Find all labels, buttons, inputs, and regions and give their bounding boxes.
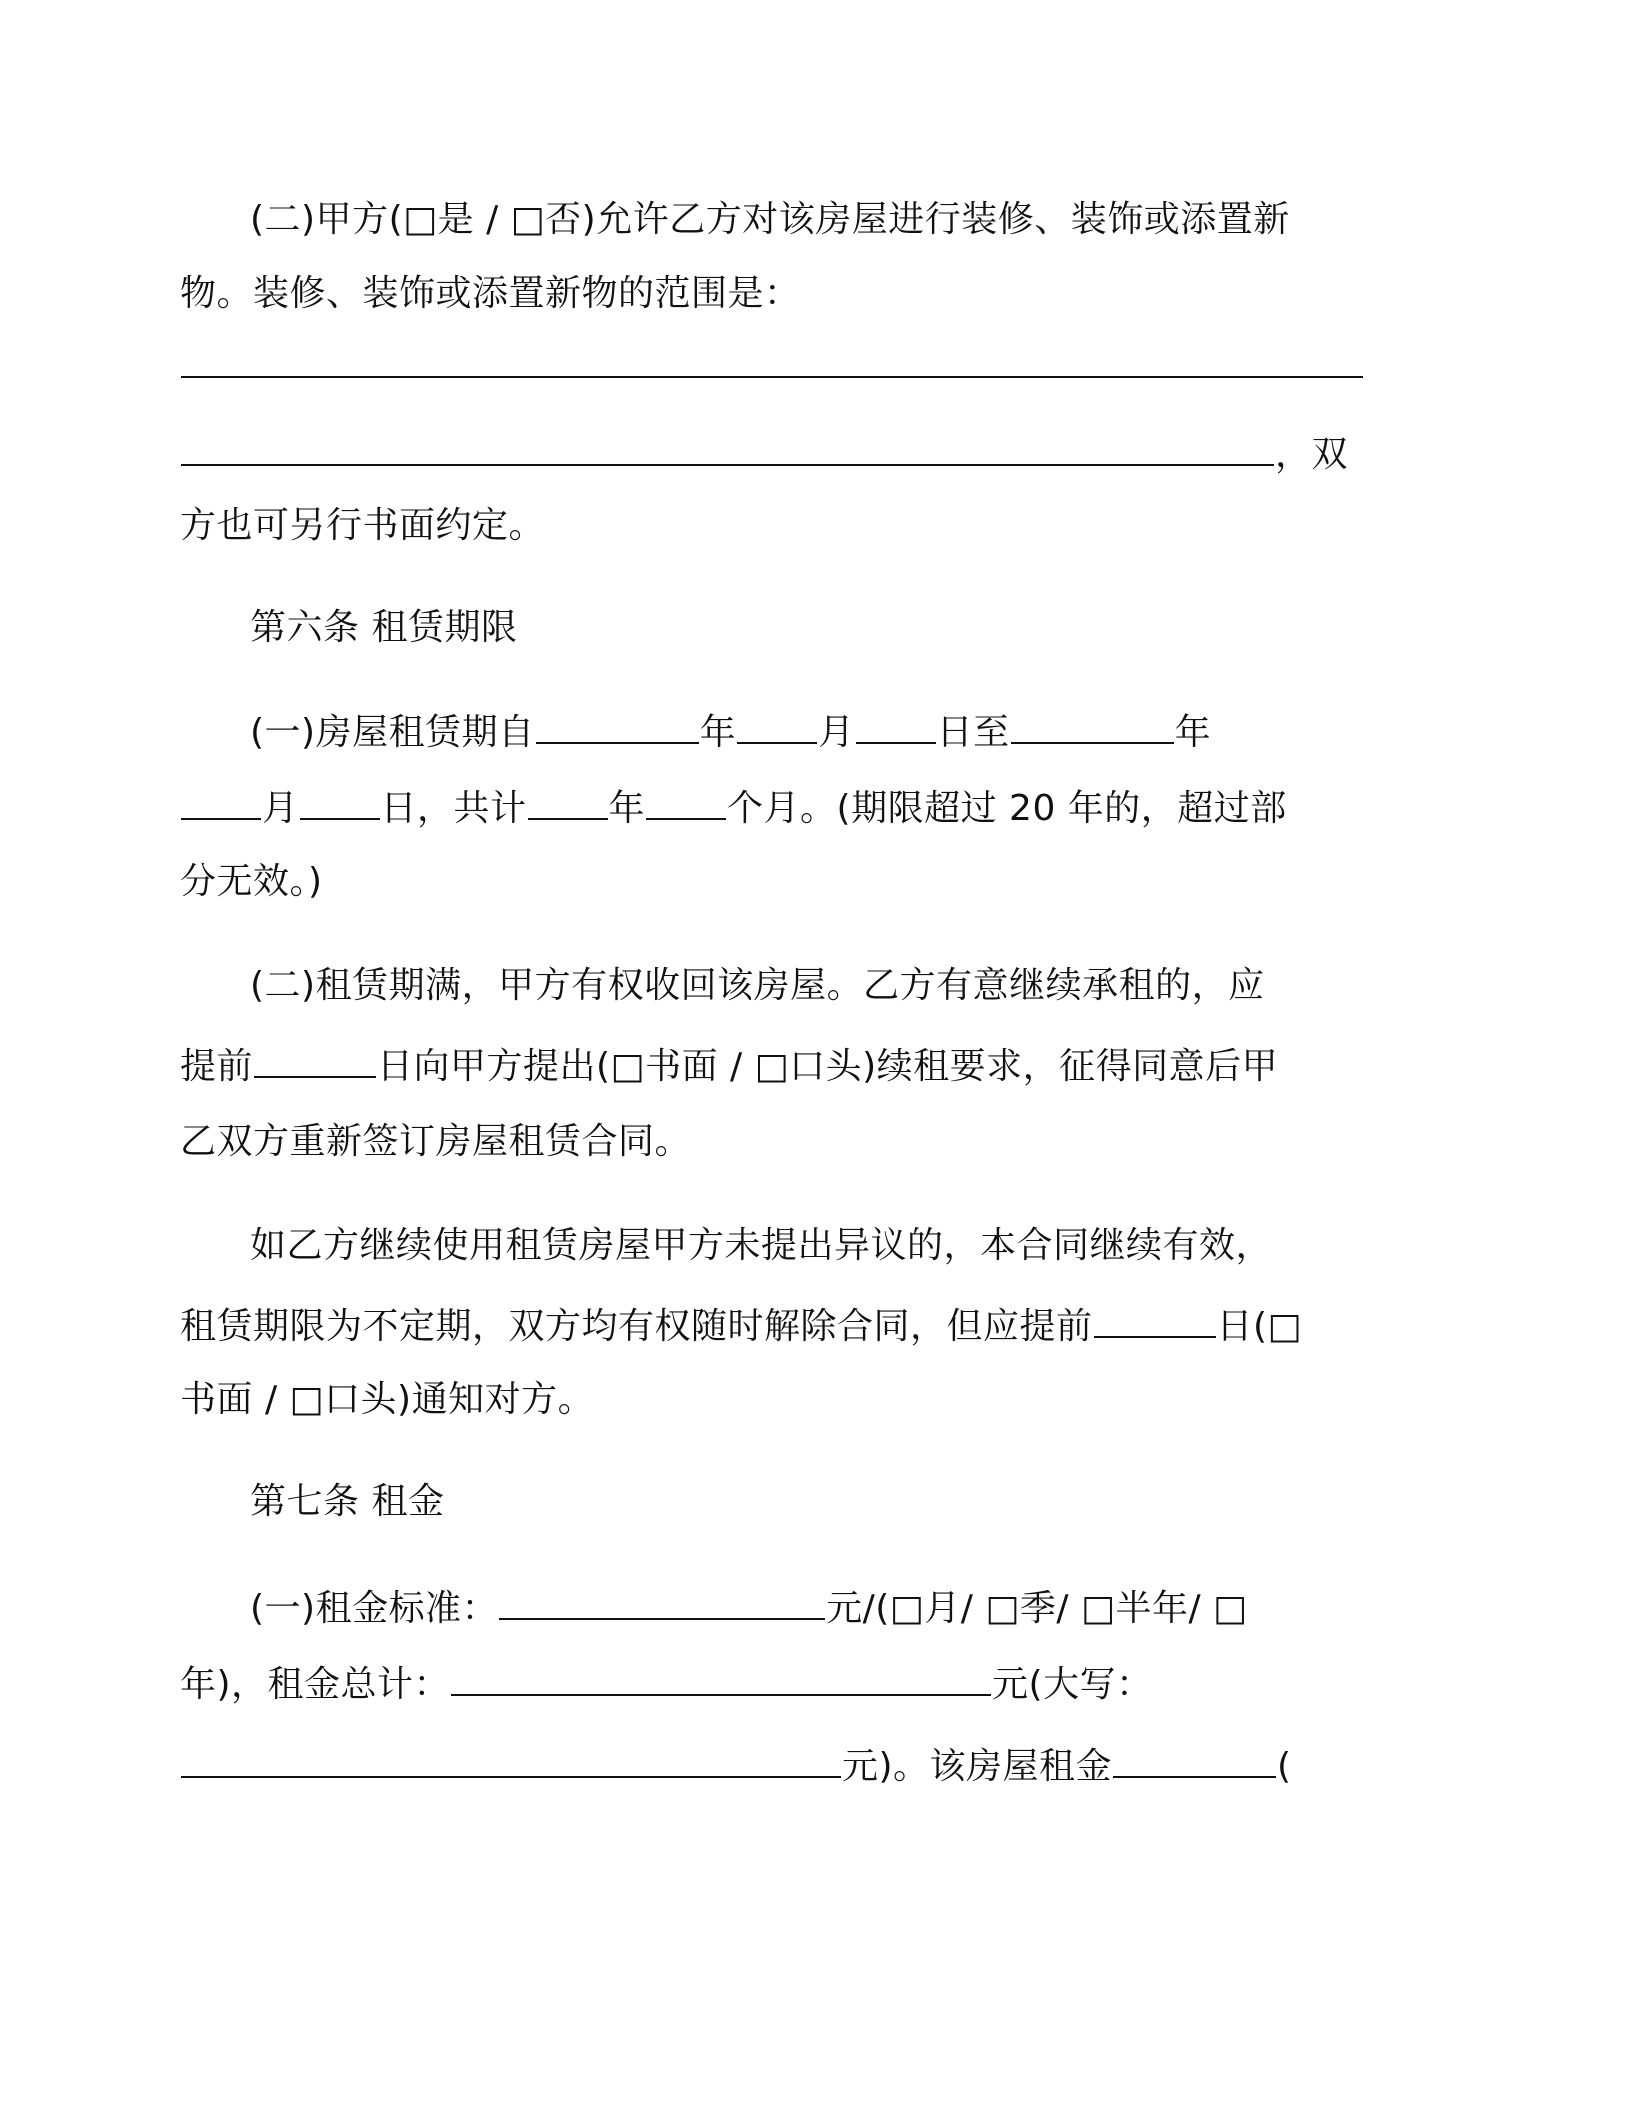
text-fragment: (	[1277, 1746, 1292, 1787]
article6-para-line1: 如乙方继续使用租赁房屋甲方未提出异议的，本合同继续有效，	[250, 1225, 1273, 1266]
text-fragment: 年)，租金总计：	[180, 1664, 451, 1705]
text-fragment: 个月。(期限超过 20 年的，超过部	[727, 788, 1287, 829]
article7-heading: 第七条 租金	[250, 1481, 445, 1522]
text-fragment: 元(大写：	[992, 1664, 1153, 1705]
article6-item1-line1	[250, 706, 1211, 757]
text-fragment: 年	[1174, 712, 1212, 753]
article7-item1-line1	[250, 1582, 1248, 1633]
article6-para-line2	[180, 1300, 1302, 1351]
text-fragment: 元/(□月/ □季/ □半年/ □	[826, 1588, 1248, 1629]
text-fragment: 提前	[180, 1046, 254, 1087]
article6-heading: 第六条 租赁期限	[250, 607, 518, 648]
text-fragment: (一)租金标准：	[250, 1588, 499, 1629]
text-fragment: 日(□	[1216, 1306, 1303, 1347]
text-fragment: 元)。该房屋租金	[842, 1746, 1113, 1787]
text-fragment: 日向甲方提出(□书面 / □口头)续租要求，征得同意后甲	[377, 1046, 1279, 1087]
clause5-item2-line4	[180, 428, 1348, 479]
text-fragment: 日，共计	[380, 788, 527, 829]
article6-item1-line3: 分无效。)	[180, 861, 323, 902]
clause5-item2-line5: 方也可另行书面约定。	[180, 505, 546, 546]
text-fragment: ，双	[1275, 434, 1349, 475]
article6-item2-line1: (二)租赁期满，甲方有权收回该房屋。乙方有意继续承租的，应	[250, 965, 1265, 1006]
article6-item2-line3: 乙双方重新签订房屋租赁合同。	[180, 1121, 692, 1162]
clause5-item2-line2: 物。装修、装饰或添置新物的范围是：	[180, 273, 801, 314]
clause5-item2-line1: (二)甲方(□是 / □否)允许乙方对该房屋进行装修、装饰或添置新	[250, 199, 1290, 240]
article6-para-line3: 书面 / □口头)通知对方。	[180, 1379, 595, 1420]
article6-item1-line2	[180, 782, 1287, 833]
fill-blank-line	[180, 340, 1364, 391]
text-fragment: (一)房屋租赁期自	[250, 712, 535, 753]
article7-item1-line2	[180, 1658, 1153, 1709]
text-fragment: 年	[608, 788, 646, 829]
article6-item2-line2	[180, 1040, 1278, 1091]
text-fragment: 年	[699, 712, 737, 753]
text-fragment: 日至	[936, 712, 1010, 753]
text-fragment: 月	[262, 788, 299, 829]
article7-item1-line3	[180, 1740, 1292, 1791]
text-fragment: 月	[818, 712, 855, 753]
text-fragment: 租赁期限为不定期，双方均有权随时解除合同，但应提前	[180, 1306, 1093, 1347]
